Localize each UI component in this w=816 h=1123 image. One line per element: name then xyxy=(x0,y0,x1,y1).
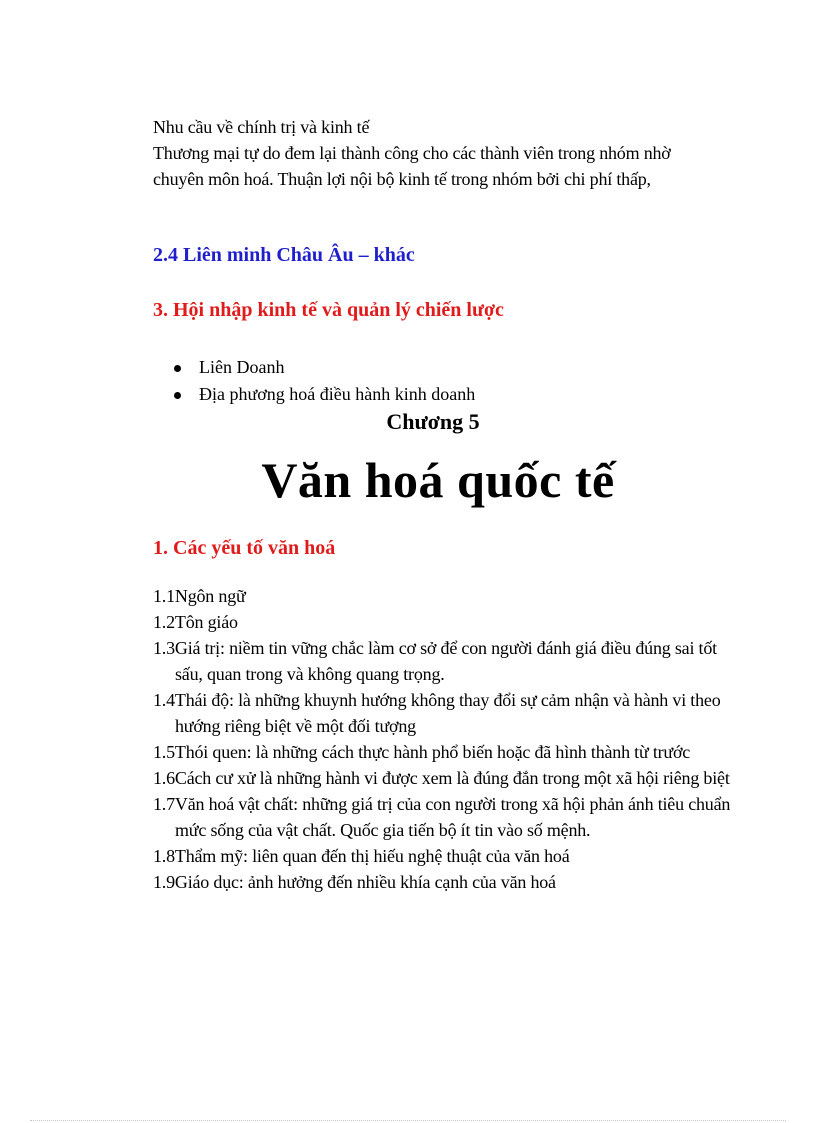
chapter-label: Chương 5 xyxy=(386,409,480,434)
intro-line-trade: Thương mại tự do đem lại thành công cho các thành viên trong nhóm nhờ chuyên môn hoá. Thuận lợi nội bộ kinh tế trong nhóm bởi chi phí thấp, xyxy=(153,143,671,189)
list-item: 1.9Giáo dục: ảnh hưởng đến nhiều khía cạnh của văn hoá xyxy=(153,872,556,892)
list-item-label: Địa phương hoá điều hành kinh doanh xyxy=(199,384,476,404)
heading-economic-integration: 3. Hội nhập kinh tế và quản lý chiến lược xyxy=(153,299,504,321)
list-item xyxy=(199,381,475,408)
list-item: 1.3Giá trị: niềm tin vững chắc làm cơ sở để con người đánh giá điều đúng sai tốt sấu, quan trong và không quang trọng. xyxy=(153,638,717,684)
heading-cultural-factors: 1. Các yếu tố văn hoá xyxy=(153,537,336,559)
list-item-label: Liên Doanh xyxy=(199,357,285,377)
heading-european-union: 2.4 Liên minh Châu Âu – khác xyxy=(153,244,415,266)
list-item: 1.7Văn hoá vật chất: những giá trị của con người trong xã hội phản ánh tiêu chuẩn mức sống của vật chất. Quốc gia tiến bộ ít tin vào số mệnh. xyxy=(153,794,731,840)
chapter-title: Văn hoá quốc tế xyxy=(261,452,615,508)
list-item: 1.1Ngôn ngữ xyxy=(153,586,246,606)
intro-paragraph xyxy=(153,114,723,192)
list-item: 1.2Tôn giáo xyxy=(153,612,238,632)
cultural-factors-list xyxy=(153,583,733,895)
intro-line-politics: Nhu cầu về chính trị và kinh tế xyxy=(153,117,370,137)
page-bottom-divider xyxy=(30,1120,786,1121)
list-item xyxy=(199,354,475,381)
bullet-list xyxy=(153,354,475,408)
list-item: 1.8Thẩm mỹ: liên quan đến thị hiếu nghệ thuật của văn hoá xyxy=(153,846,570,866)
bullet-dot-icon xyxy=(174,365,181,372)
bullet-dot-icon xyxy=(174,392,181,399)
list-item: 1.6Cách cư xử là những hành vi được xem là đúng đắn trong một xã hội riêng biệt xyxy=(153,768,730,788)
list-item: 1.5Thói quen: là những cách thực hành phổ biến hoặc đã hình thành từ trước xyxy=(153,742,691,762)
list-item: 1.4Thái độ: là những khuynh hướng không thay đổi sự cảm nhận và hành vi theo hướng riêng biệt về một đối tượng xyxy=(153,690,721,736)
